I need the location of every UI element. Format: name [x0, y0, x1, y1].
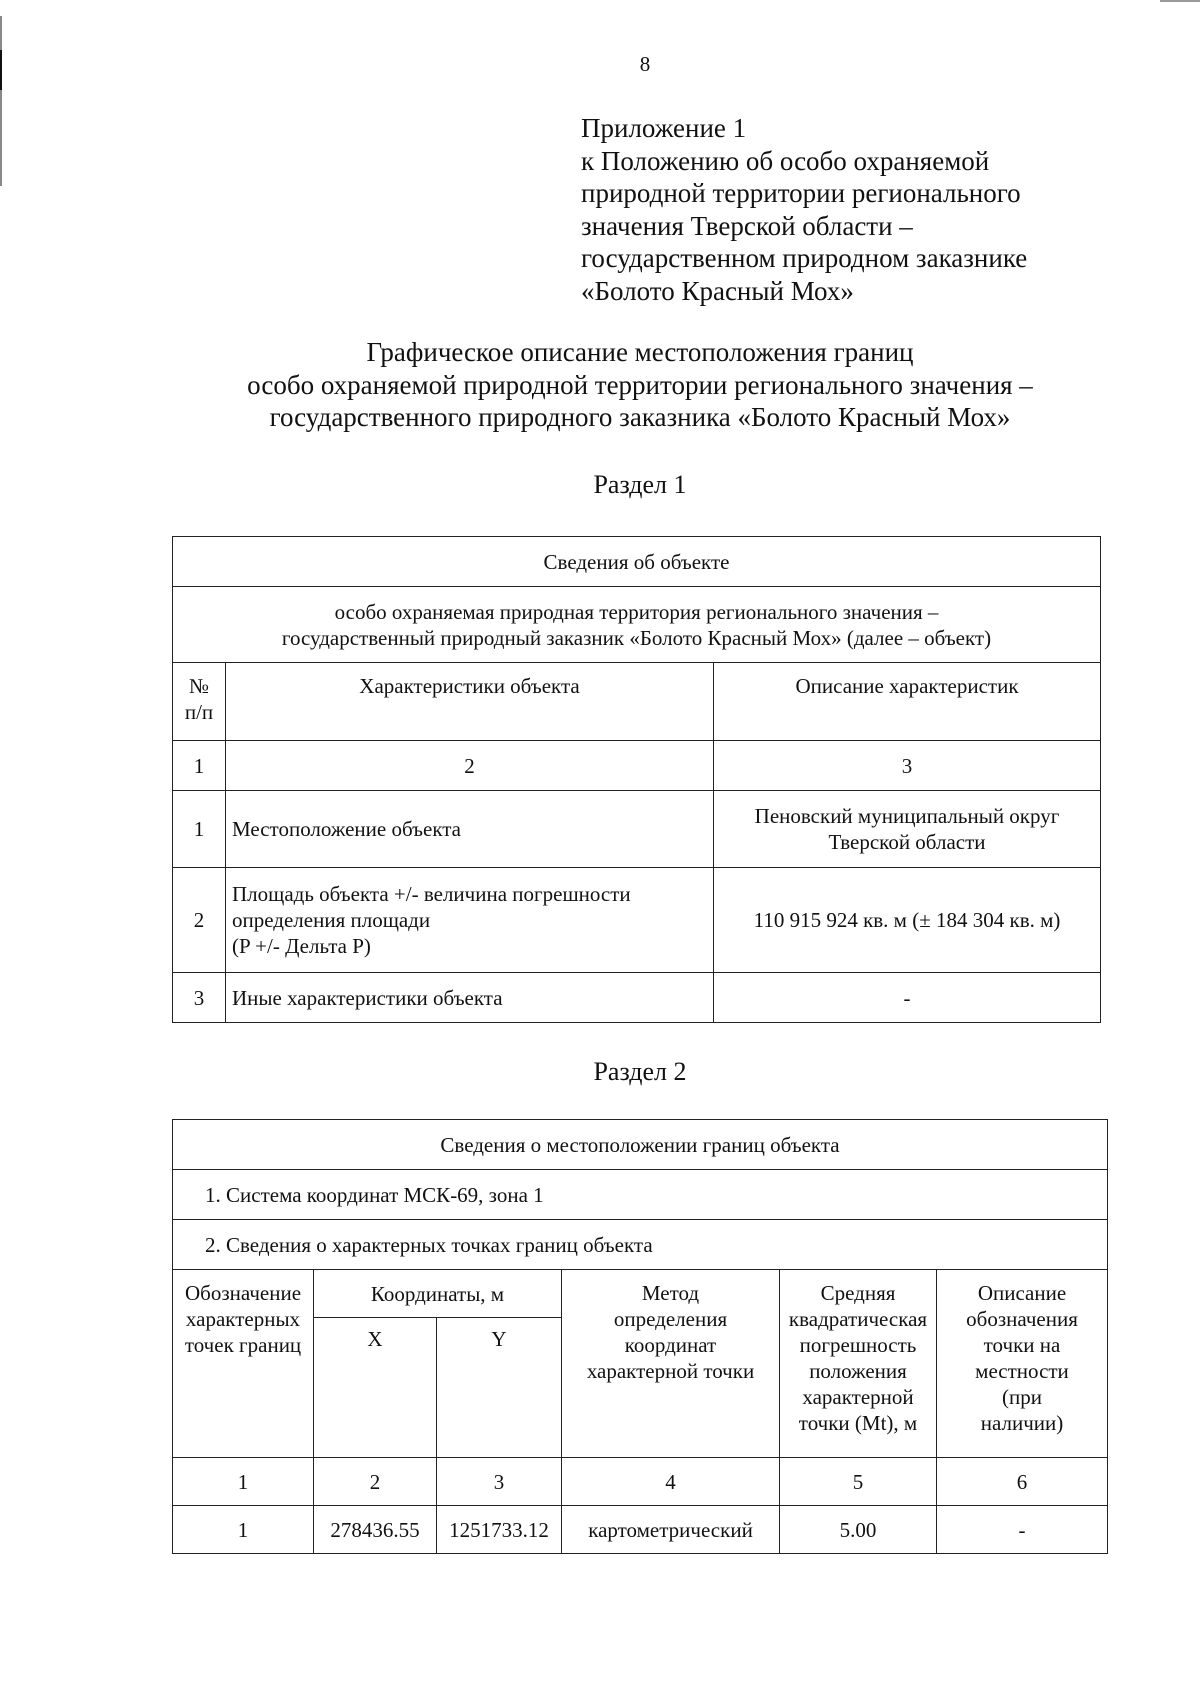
- header-method: [562, 1270, 780, 1458]
- section-2-heading: Раздел 2: [593, 1057, 687, 1086]
- appendix-line: природной территории регионального: [581, 178, 1021, 208]
- table-title: Сведения об объекте: [173, 537, 1101, 587]
- row-characteristic: [226, 868, 714, 973]
- title-line: Графическое описание местоположения границ: [366, 337, 914, 367]
- column-number: 3: [714, 741, 1101, 791]
- appendix-line: государственном природном заказнике: [581, 243, 1028, 273]
- table-row: [173, 868, 1101, 973]
- point-method: картометрический: [562, 1506, 780, 1554]
- header-line: координат: [624, 1333, 717, 1357]
- appendix-note: [581, 112, 1027, 307]
- title-line: государственного природного заказника «Болото Красный Мох»: [269, 402, 1011, 432]
- header-num-line: №: [188, 674, 210, 698]
- header-num: [173, 663, 226, 741]
- column-number: 3: [437, 1458, 562, 1506]
- column-number: 1: [173, 1458, 314, 1506]
- object-name-line: государственный природный заказник «Болото Красный Мох» (далее – объект): [281, 625, 992, 650]
- point-y: 1251733.12: [437, 1506, 562, 1554]
- header-line: наличии): [980, 1411, 1064, 1435]
- column-number: 4: [562, 1458, 780, 1506]
- point-designation: 1: [173, 1506, 314, 1554]
- header-line: точек границ: [184, 1333, 302, 1357]
- document-title: [170, 336, 1110, 434]
- title-line: особо охраняемой природной территории регионального значения –: [247, 369, 1033, 400]
- scan-edge: [1160, 0, 1200, 2]
- column-number: 5: [780, 1458, 937, 1506]
- header-line: обозначения: [966, 1307, 1078, 1331]
- header-line: определения: [613, 1307, 728, 1331]
- point-x: 278436.55: [314, 1506, 437, 1554]
- appendix-line: Приложение 1: [581, 113, 747, 143]
- header-line: местности: [975, 1359, 1069, 1383]
- header-line: точки на: [983, 1333, 1061, 1357]
- row-num: 3: [173, 973, 226, 1023]
- header-line: положения: [809, 1359, 907, 1383]
- row-num: 2: [173, 868, 226, 973]
- characteristic-line: (P +/- Дельта P): [232, 934, 371, 958]
- header-point-description: [937, 1270, 1108, 1458]
- header-line: погрешность: [799, 1333, 917, 1357]
- column-number: 2: [314, 1458, 437, 1506]
- section-1-heading: Раздел 1: [593, 470, 687, 499]
- header-line: квадратическая: [788, 1307, 928, 1331]
- header-line: характерных: [185, 1307, 301, 1331]
- header-characteristics: Характеристики объекта: [226, 663, 714, 741]
- description-line: Тверской области: [828, 830, 986, 854]
- table-row: [173, 1506, 1108, 1554]
- table-title: Сведения о местоположении границ объекта: [173, 1120, 1108, 1170]
- characteristic-line: определения площади: [232, 908, 431, 932]
- column-number: 6: [937, 1458, 1108, 1506]
- column-number: 2: [226, 741, 714, 791]
- appendix-line: значения Тверской области –: [581, 210, 913, 241]
- header-coordinates: Координаты, м: [314, 1270, 562, 1318]
- header-line: Обозначение: [184, 1281, 302, 1305]
- header-line: Средняя: [820, 1281, 896, 1305]
- row-description: -: [714, 973, 1101, 1023]
- row-description: [714, 791, 1101, 868]
- header-line: характерной точки: [586, 1359, 755, 1383]
- boundary-points-table: [172, 1119, 1108, 1554]
- header-y: Y: [437, 1318, 562, 1458]
- characteristic-line: Площадь объекта +/- величина погрешности: [232, 882, 631, 906]
- header-error: [780, 1270, 937, 1458]
- row-num: 1: [173, 791, 226, 868]
- header-line: характерной: [802, 1385, 914, 1409]
- row-characteristic: Местоположение объекта: [226, 791, 714, 868]
- header-line: Метод: [641, 1281, 700, 1305]
- appendix-line: «Болото Красный Мох»: [581, 275, 854, 306]
- column-number: 1: [173, 741, 226, 791]
- row-description: 110 915 924 кв. м (± 184 304 кв. м): [714, 868, 1101, 973]
- scan-edge: [0, 16, 2, 186]
- object-name: [173, 587, 1101, 663]
- table-row: [173, 973, 1101, 1023]
- row-characteristic: Иные характеристики объекта: [226, 973, 714, 1023]
- page-number: 8: [639, 52, 651, 76]
- header-line: точки (Mt), м: [798, 1411, 918, 1435]
- coordinate-system: 1. Система координат МСК-69, зона 1: [173, 1170, 1108, 1220]
- appendix-line: к Положению об особо охраняемой: [581, 145, 990, 176]
- header-line: (при: [1002, 1385, 1042, 1409]
- object-info-table: [172, 536, 1101, 1023]
- header-line: Описание: [977, 1281, 1067, 1305]
- description-line: Пеновский муниципальный округ: [754, 804, 1060, 828]
- table-row: [173, 791, 1101, 868]
- object-name-line: особо охраняемая природная территория регионального значения –: [334, 599, 939, 624]
- points-info: 2. Сведения о характерных точках границ объекта: [173, 1220, 1108, 1270]
- header-description: Описание характеристик: [714, 663, 1101, 741]
- header-x: X: [314, 1318, 437, 1458]
- point-description: -: [937, 1506, 1108, 1554]
- header-designation: [173, 1270, 314, 1458]
- point-error: 5.00: [780, 1506, 937, 1554]
- header-num-line: п/п: [184, 700, 214, 724]
